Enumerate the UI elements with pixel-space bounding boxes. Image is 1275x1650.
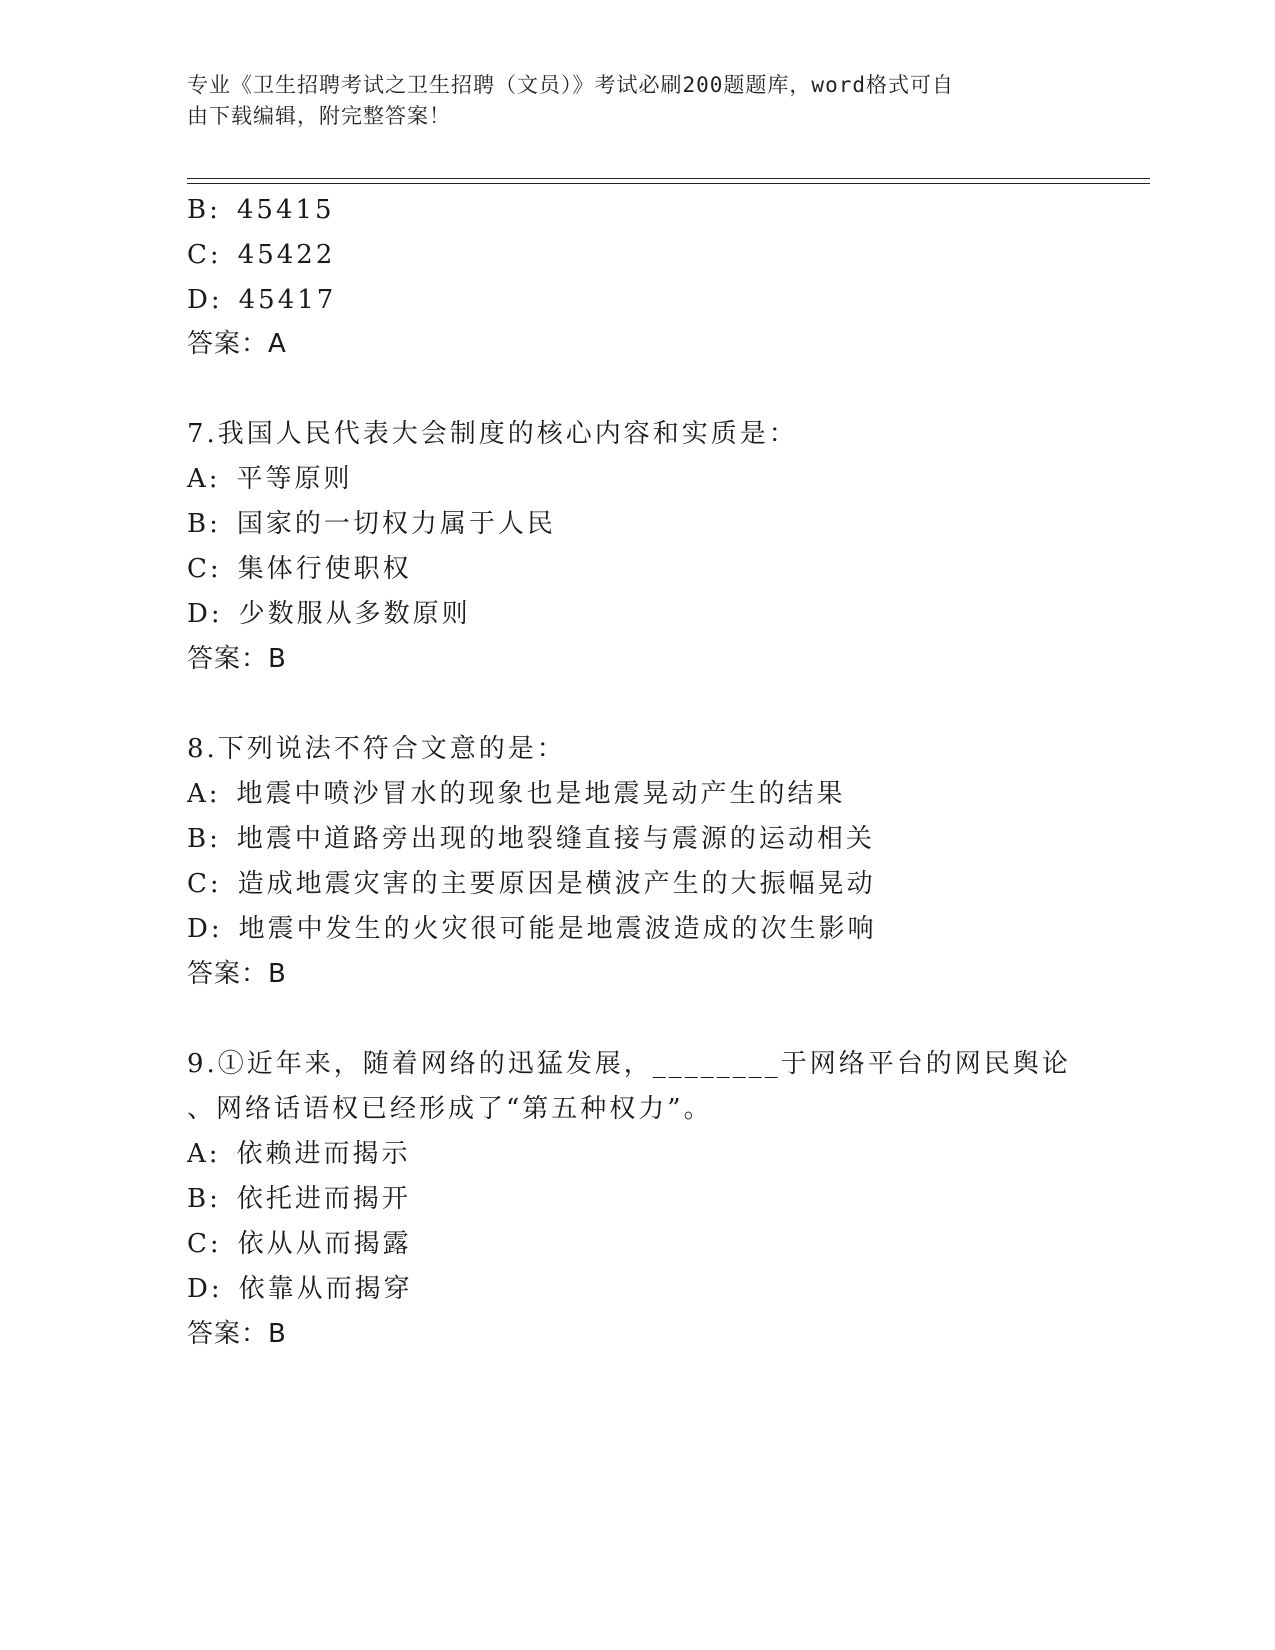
option-text: 45417: [238, 285, 337, 315]
option-c: [187, 868, 876, 900]
option-a: [187, 1138, 411, 1170]
option-text: 平等原则: [236, 464, 353, 494]
option-label: B:: [187, 195, 221, 225]
option-label: C:: [187, 869, 222, 899]
header-title-line-1: 专业《卫生招聘考试之卫生招聘（文员）》考试必刷200题题库，word格式可自: [187, 73, 954, 97]
option-label: D:: [187, 914, 223, 944]
option-b: [187, 823, 875, 855]
option-c: [187, 239, 335, 271]
option-label: A:: [187, 779, 221, 809]
option-label: A:: [187, 464, 221, 494]
option-text: 国家的一切权力属于人民: [236, 509, 556, 539]
option-text: 依靠从而揭穿: [238, 1274, 413, 1304]
option-label: C:: [187, 554, 222, 584]
answer-line: 答案：B: [187, 1319, 287, 1349]
option-a: [187, 463, 353, 495]
question-stem: 9.①近年来，随着网络的迅猛发展，________于网络平台的网民舆论: [187, 1049, 1071, 1079]
answer-line: 答案：B: [187, 644, 287, 674]
option-d: [187, 598, 471, 630]
header-divider-bottom: [187, 183, 1150, 184]
option-text: 地震中道路旁出现的地裂缝直接与震源的运动相关: [236, 824, 875, 854]
option-label: B:: [187, 1184, 221, 1214]
option-label: D:: [187, 599, 223, 629]
option-label: D:: [187, 285, 223, 315]
option-c: [187, 553, 412, 585]
option-text: 依赖进而揭示: [236, 1139, 411, 1169]
question-stem: 7.我国人民代表大会制度的核心内容和实质是：: [187, 419, 798, 449]
header-divider-top: [187, 178, 1150, 179]
question-stem: 8.下列说法不符合文意的是：: [187, 734, 566, 764]
option-a: [187, 778, 846, 810]
option-text: 45422: [237, 240, 336, 270]
option-label: B:: [187, 509, 221, 539]
option-text: 依从从而揭露: [237, 1229, 412, 1259]
option-text: 45415: [236, 195, 335, 225]
header-title-line-2: 由下载编辑，附完整答案！: [187, 104, 451, 128]
option-d: [187, 913, 877, 945]
option-text: 造成地震灾害的主要原因是横波产生的大振幅晃动: [237, 869, 876, 899]
document-header: [187, 70, 1067, 132]
question-stem-continued: 、网络话语权已经形成了“第五种权力”。: [187, 1094, 713, 1124]
option-label: C:: [187, 240, 222, 270]
option-text: 集体行使职权: [237, 554, 412, 584]
option-b: [187, 194, 335, 226]
option-label: B:: [187, 824, 221, 854]
option-text: 地震中发生的火灾很可能是地震波造成的次生影响: [238, 914, 877, 944]
option-b: [187, 508, 556, 540]
option-d: [187, 284, 336, 316]
option-text: 少数服从多数原则: [238, 599, 471, 629]
option-b: [187, 1183, 411, 1215]
answer-line: 答案：B: [187, 959, 287, 989]
option-text: 地震中喷沙冒水的现象也是地震晃动产生的结果: [236, 779, 846, 809]
option-text: 依托进而揭开: [236, 1184, 411, 1214]
option-label: D:: [187, 1274, 223, 1304]
option-label: C:: [187, 1229, 222, 1259]
option-c: [187, 1228, 412, 1260]
option-d: [187, 1273, 413, 1305]
option-label: A:: [187, 1139, 221, 1169]
answer-line: 答案：A: [187, 329, 287, 359]
